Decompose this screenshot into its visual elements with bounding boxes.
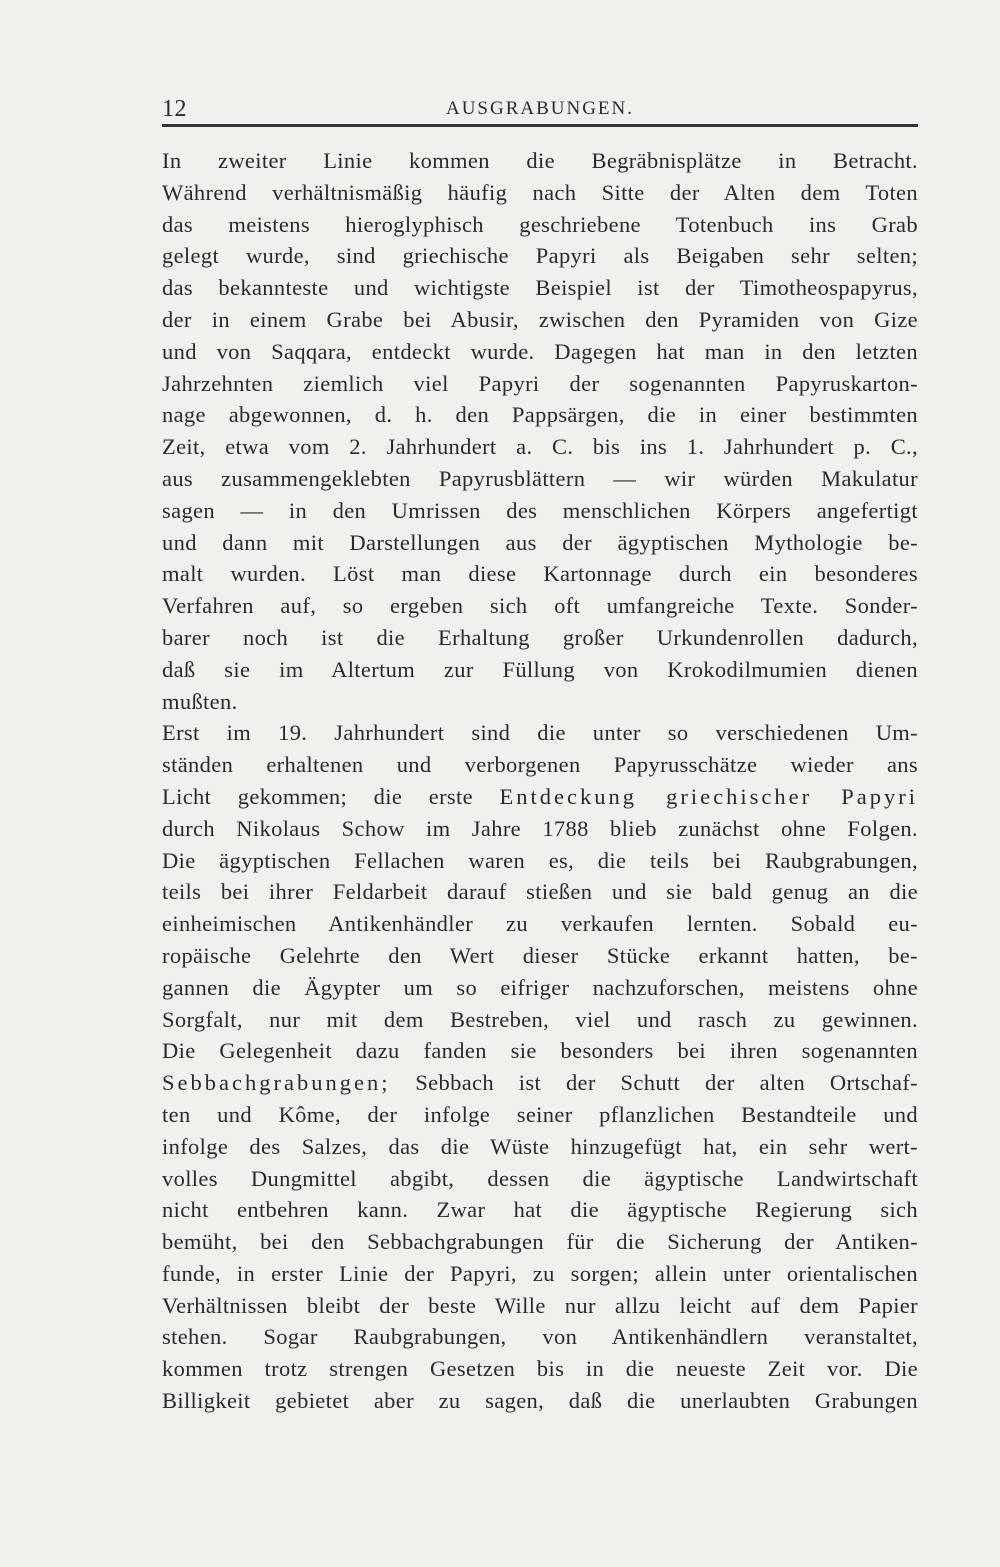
page-header xyxy=(162,94,918,124)
text-segment: Sebbach ist der Schutt der alten Ortschaf- xyxy=(415,1070,919,1096)
text-line: Zeit, etwa vom 2. Jahrhundert a. C. bis ins 1. Jahrhundert p. C., xyxy=(162,434,918,460)
text-segment: Licht gekommen; die erste xyxy=(162,783,473,809)
text-line: sagen — in den Umrissen des menschlichen Körpers angefertigt xyxy=(162,497,918,523)
text-line: In zweiter Linie kommen die Begräbnisplätze in Betracht. xyxy=(162,148,918,173)
text-line: der in einem Grabe bei Abusir, zwischen den Pyramiden von Gize xyxy=(162,306,918,332)
text-line: das bekannteste und wichtigste Beispiel ist der Timotheospapyrus, xyxy=(162,275,918,301)
running-title: AUSGRABUNGEN. xyxy=(445,98,635,119)
text-line: Sorgfalt, nur mit dem Bestreben, viel und rasch zu gewinnen. xyxy=(162,1006,918,1032)
text-line: Billigkeit gebietet aber zu sagen, daß die unerlaubten Grabungen xyxy=(162,1388,918,1414)
text-line: aus zusammengeklebten Papyrusblättern — wir würden Makulatur xyxy=(162,465,918,491)
text-line: nage abgewonnen, d. h. den Pappsärgen, die in einer bestimmten xyxy=(162,402,918,428)
text-line: ten und Kôme, der infolge seiner pflanzlichen Bestandteile und xyxy=(162,1101,918,1127)
text-line: Die Gelegenheit dazu fanden sie besonders bei ihren sogenannten xyxy=(162,1038,918,1064)
text-line: Verhältnissen bleibt der beste Wille nur allzu leicht auf dem Papier xyxy=(162,1292,918,1318)
text-line: Verfahren auf, so ergeben sich oft umfangreiche Texte. Sonder- xyxy=(162,593,918,619)
text-line: teils bei ihrer Feldarbeit darauf stießen und sie bald genug an die xyxy=(162,879,918,905)
text-line: Jahrzehnten ziemlich viel Papyri der sogenannten Papyruskarton- xyxy=(162,370,918,396)
text-line: gelegt wurde, sind griechische Papyri als Beigaben sehr selten; xyxy=(162,243,918,269)
text-line: infolge des Salzes, das die Wüste hinzugefügt hat, ein sehr wert- xyxy=(162,1133,918,1159)
text-line: volles Dungmittel abgibt, dessen die ägyptische Landwirtschaft xyxy=(162,1165,918,1191)
text-line: ropäische Gelehrte den Wert dieser Stücke erkannt hatten, be- xyxy=(162,942,918,968)
text-line: durch Nikolaus Schow im Jahre 1788 blieb zunächst ohne Folgen. xyxy=(162,815,918,841)
text-line: daß sie im Altertum zur Füllung von Krokodilmumien dienen xyxy=(162,656,918,682)
text-line: Während verhältnismäßig häufig nach Sitte der Alten dem Toten xyxy=(162,179,918,205)
text-line-with-emphasis xyxy=(162,1067,918,1099)
emphasized-phrase: Entdeckung griechischer Papyri xyxy=(499,783,918,809)
text-line: malt wurden. Löst man diese Kartonnage durch ein besonderes xyxy=(162,561,918,587)
text-line: einheimischen Antikenhändler zu verkaufen lernten. Sobald eu- xyxy=(162,911,918,937)
text-line: kommen trotz strengen Gesetzen bis in die neueste Zeit vor. Die xyxy=(162,1356,918,1382)
text-line: Erst im 19. Jahrhundert sind die unter so verschiedenen Um- xyxy=(162,720,918,746)
text-line-with-emphasis xyxy=(162,781,918,813)
paragraph-end-line: mußten. xyxy=(162,688,238,714)
text-line: das meistens hieroglyphisch geschriebene Totenbuch ins Grab xyxy=(162,211,918,237)
text-line: funde, in erster Linie der Papyri, zu sorgen; allein unter orientalischen xyxy=(162,1260,918,1286)
emphasized-word: Sebbachgrabungen; xyxy=(162,1070,391,1096)
page-number: 12 xyxy=(162,96,187,122)
header-rule xyxy=(162,124,918,127)
text-line: Die ägyptischen Fellachen waren es, die teils bei Raubgrabungen, xyxy=(162,847,918,873)
text-line: und von Saqqara, entdeckt wurde. Dagegen hat man in den letzten xyxy=(162,338,918,364)
text-line: gannen die Ägypter um so eifriger nachzuforschen, meistens ohne xyxy=(162,974,918,1000)
body-text xyxy=(162,145,918,1417)
text-line: und dann mit Darstellungen aus der ägyptischen Mythologie be- xyxy=(162,529,918,555)
text-line: barer noch ist die Erhaltung großer Urkundenrollen dadurch, xyxy=(162,624,918,650)
text-line: ständen erhaltenen und verborgenen Papyrusschätze wieder ans xyxy=(162,752,918,778)
text-line: stehen. Sogar Raubgrabungen, von Antikenhändlern veranstaltet, xyxy=(162,1324,918,1350)
text-line: nicht entbehren kann. Zwar hat die ägyptische Regierung sich xyxy=(162,1197,918,1223)
text-line: bemüht, bei den Sebbachgrabungen für die Sicherung der Antiken- xyxy=(162,1229,918,1255)
